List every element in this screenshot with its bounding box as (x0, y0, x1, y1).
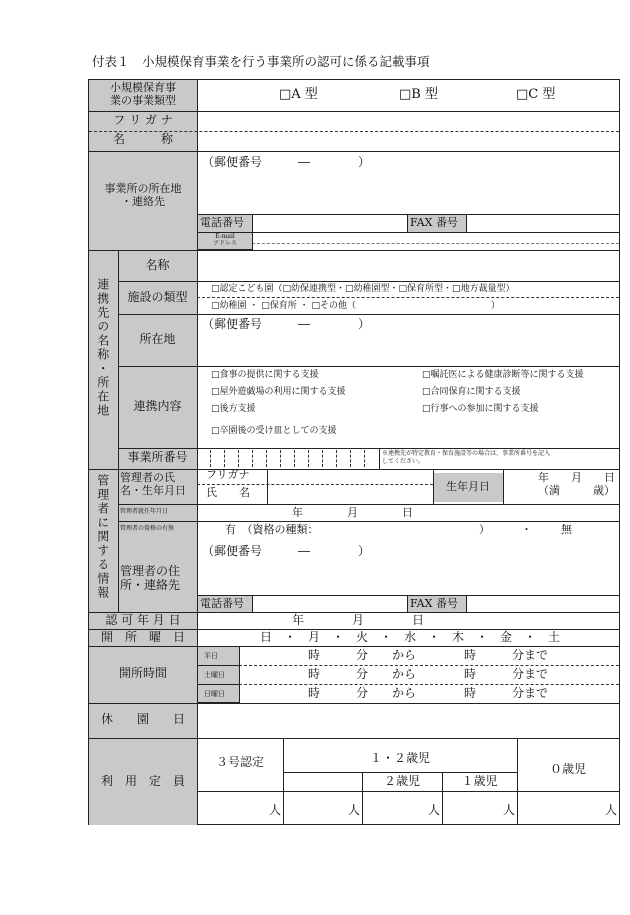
capacity-label: 利 用 定 員 (100, 774, 185, 788)
approval-date-label: 認 可 年 月 日 (105, 613, 181, 627)
age2-header: ２歳児 (383, 774, 420, 788)
partner-name-label: 名称 (145, 258, 170, 272)
facility-type-kodomoen[interactable]: □認定こども園（□幼保連携型・□幼稚園型・□保育所型・□地方裁量型） (211, 284, 515, 294)
manager-name-field[interactable] (268, 486, 432, 503)
name-label: 名 称 (112, 132, 173, 146)
age1-header: １歳児 (461, 774, 498, 788)
holiday-field[interactable] (198, 704, 618, 737)
qualification-separator: ・ (521, 523, 532, 536)
form-title: 付表１ 小規模保育事業を行う事業所の認可に係る記載事項 (92, 54, 430, 69)
qualification-close: ） (479, 523, 490, 536)
manager-address-label: 管理者の住 所・連絡先 (120, 564, 181, 592)
cert3-header: ３号認定 (215, 755, 264, 769)
fax-field[interactable] (467, 215, 618, 231)
manager-name-label: 管理者の氏 名・生年月日 (120, 471, 186, 497)
partner-side-label: 連携先の名称・所在地 (95, 278, 110, 418)
application-form (88, 79, 620, 825)
age12-header: １・２歳児 (369, 751, 430, 765)
open-days-label: 開 所 曜 日 (100, 630, 185, 644)
manager-fax-label: FAX 番号 (407, 595, 467, 613)
opening-hours-label: 開所時間 (118, 666, 167, 680)
sunday-label: 日曜日 (197, 684, 240, 703)
qualification-yes[interactable]: 有 （資格の種類： (225, 523, 319, 536)
birth-date-label: 生年月日 (446, 480, 490, 493)
manager-side-label: 管理者に関する情報 (95, 474, 110, 600)
partner-name-field[interactable] (198, 251, 618, 280)
office-number-field[interactable] (198, 449, 378, 468)
office-number-label: 事業所番号 (127, 450, 188, 464)
postal-code-field[interactable]: （郵便番号 ― ） (202, 155, 371, 169)
unit-age0: 人 (605, 803, 618, 817)
manager-start-date[interactable]: 年 月 日 (292, 506, 413, 519)
unit-age12: 人 (348, 803, 361, 817)
email-label: E-mail アドレス (197, 232, 253, 250)
furigana-label: フ リ ガ ナ (113, 113, 173, 127)
saturday-label: 土曜日 (197, 665, 240, 685)
facility-type-other[interactable]: □幼稚園 ・ □保育所 ・ □その他（ ） (211, 301, 500, 311)
office-number-note: ※連携先が特定教育・保育施設等の場合は、事業所番号を記入 してください。 (382, 450, 551, 465)
support-health-check[interactable]: □嘱託医による健康診断等に関する支援 (422, 370, 584, 380)
manager-tel-label: 電話番号 (197, 595, 253, 613)
capacity-age0-field[interactable] (518, 792, 618, 824)
manager-furigana-label: フリガナ (206, 468, 250, 481)
open-days-options[interactable]: 日 ・ 月 ・ 火 ・ 水 ・ 木 ・ 金 ・ 土 (260, 630, 561, 644)
unit-age1: 人 (503, 803, 516, 817)
support-playground[interactable]: □屋外遊戯場の利用に関する支援 (211, 387, 346, 397)
type-a-checkbox[interactable]: □A 型 (279, 87, 318, 102)
email-field[interactable] (253, 233, 618, 249)
manager-name-sublabel: 氏 名 (206, 486, 250, 499)
support-joint-childcare[interactable]: □合同保育に関する支援 (422, 387, 521, 397)
tel-label: 電話番号 (197, 214, 253, 233)
manager-postal-field[interactable]: （郵便番号 ― ） (202, 544, 371, 558)
qualification-label: 管理者の資格の有無 (120, 525, 175, 532)
saturday-hours[interactable]: 時 分 から 時 分まで (308, 667, 549, 681)
weekday-label: 平日 (197, 646, 240, 666)
facility-type-label: 施設の類型 (127, 290, 188, 304)
support-meals[interactable]: □食事の提供に関する支援 (211, 370, 319, 380)
unit-cert3: 人 (269, 803, 282, 817)
fax-label: FAX 番号 (407, 214, 467, 233)
manager-start-label: 管理者就任年月日 (120, 508, 169, 515)
support-after-graduation[interactable]: □卒園後の受け皿としての支援 (211, 426, 337, 436)
holiday-label: 休 園 日 (100, 712, 185, 726)
qualification-no[interactable]: 無 (561, 523, 572, 536)
approval-date-field[interactable]: 年 月 日 (292, 613, 425, 627)
manager-tel-field[interactable] (253, 596, 406, 611)
support-events[interactable]: □行事への参加に関する支援 (422, 404, 539, 414)
unit-age2: 人 (428, 803, 441, 817)
support-backup[interactable]: □後方支援 (211, 404, 256, 414)
weekday-hours[interactable]: 時 分 から 時 分まで (308, 648, 549, 662)
cooperation-label: 連携内容 (133, 399, 182, 413)
birth-date-field[interactable]: 年 月 日 （満 歳） (538, 471, 615, 497)
manager-furigana-field[interactable] (268, 470, 432, 483)
age0-header: ０歳児 (549, 762, 586, 776)
partner-address-label: 所在地 (139, 332, 176, 346)
type-c-checkbox[interactable]: □C 型 (516, 87, 556, 102)
furigana-field[interactable] (198, 112, 618, 130)
business-type-label: 小規模保育事 業の事業類型 (110, 81, 176, 107)
name-field[interactable] (198, 132, 618, 150)
type-b-checkbox[interactable]: □B 型 (399, 87, 438, 102)
sunday-hours[interactable]: 時 分 から 時 分まで (308, 686, 549, 700)
office-address-label: 事業所の所在地 ・連絡先 (104, 182, 182, 208)
tel-field[interactable] (253, 215, 406, 231)
partner-postal-field[interactable]: （郵便番号 ― ） (202, 317, 371, 331)
manager-fax-field[interactable] (467, 596, 618, 611)
